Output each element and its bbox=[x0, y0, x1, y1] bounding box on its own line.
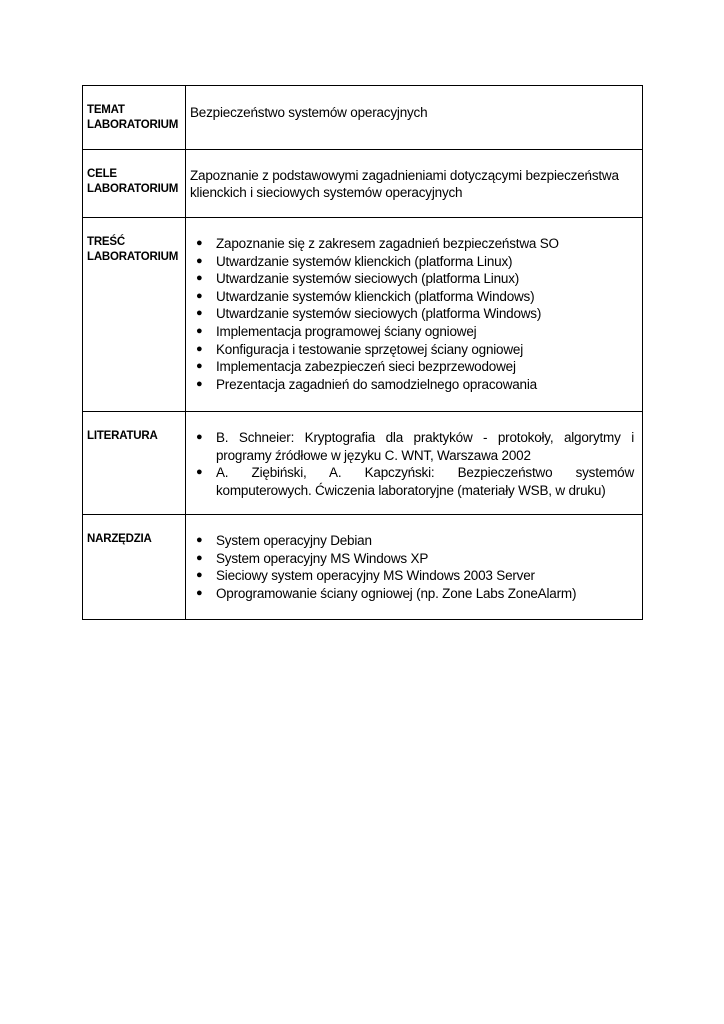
bullet-icon: ● bbox=[196, 289, 203, 302]
bullet-icon: ● bbox=[196, 254, 203, 267]
bullet-icon: ● bbox=[196, 377, 203, 390]
label-cele: CELE LABORATORIUM bbox=[87, 168, 179, 195]
list-item: ● Implementacja zabezpieczeń sieci bezprzewodowej bbox=[196, 359, 516, 375]
bullet-icon: ● bbox=[196, 342, 203, 355]
table-row-temat bbox=[83, 86, 643, 150]
list-item: ● B. Schneier: Kryptografia dla praktyków - protokoły, algorytmy i programy źródłowe w języku C. WNT, Warszawa 2002 bbox=[196, 430, 634, 463]
bullet-icon: ● bbox=[196, 534, 203, 546]
list-item: ● Oprogramowanie ściany ogniowej (np. Zone Labs ZoneAlarm) bbox=[196, 585, 577, 601]
list-item: ● Sieciowy system operacyjny MS Windows 2003 Server bbox=[196, 568, 535, 584]
content-cell-literatura bbox=[186, 412, 643, 515]
bullet-icon: ● bbox=[196, 307, 203, 320]
narzedzia-list bbox=[190, 532, 638, 602]
content-cell-cele bbox=[186, 150, 643, 218]
list-item: ● A. Ziębiński, A. Kapczyński: Bezpieczeństwo systemów komputerowych. Ćwiczenia laboratoryjne (materiały WSB, w druku) bbox=[196, 465, 634, 498]
label-temat: TEMAT LABORATORIUM bbox=[87, 104, 179, 131]
table-row-tresc bbox=[83, 218, 643, 412]
bullet-icon: ● bbox=[196, 551, 203, 564]
bullet-icon: ● bbox=[196, 586, 203, 599]
label-cell-cele bbox=[83, 150, 186, 218]
list-item: ● Implementacja programowej ściany ogniowej bbox=[196, 323, 477, 339]
label-cell-narzedzia bbox=[83, 515, 186, 620]
content-cell-temat bbox=[186, 86, 643, 150]
list-item: ● System operacyjny MS Windows XP bbox=[196, 550, 429, 566]
bullet-icon: ● bbox=[196, 466, 203, 479]
content-cell-narzedzia bbox=[186, 515, 643, 620]
table-row-narzedzia bbox=[83, 515, 643, 620]
bullet-icon: ● bbox=[196, 569, 203, 582]
bullet-icon: ● bbox=[196, 324, 203, 337]
list-item: ● Konfiguracja i testowanie sprzętowej ściany ogniowej bbox=[196, 341, 524, 357]
label-cell-temat bbox=[83, 86, 186, 150]
bullet-icon: ● bbox=[196, 431, 203, 443]
list-item: ● Utwardzanie systemów sieciowych (platforma Windows) bbox=[196, 306, 542, 322]
list-item: ● Utwardzanie systemów klienckich (platforma Windows) bbox=[196, 288, 535, 304]
value-temat: Bezpieczeństwo systemów operacyjnych bbox=[190, 105, 428, 120]
literatura-list bbox=[190, 429, 634, 499]
label-cell-tresc bbox=[83, 218, 186, 412]
content-cell-tresc bbox=[186, 218, 643, 412]
label-narzedzia: NARZĘDZIA bbox=[87, 533, 152, 545]
lab-info-table bbox=[82, 85, 643, 620]
table-row-cele bbox=[83, 150, 643, 218]
list-item: ● Zapoznanie się z zakresem zagadnień bezpieczeństwa SO bbox=[196, 236, 559, 251]
label-literatura: LITERATURA bbox=[87, 430, 158, 442]
list-item: ● System operacyjny Debian bbox=[196, 533, 372, 548]
table-row-literatura bbox=[83, 412, 643, 515]
tresc-list bbox=[190, 235, 638, 393]
bullet-icon: ● bbox=[196, 237, 203, 249]
bullet-icon: ● bbox=[196, 272, 203, 285]
label-tresc: TREŚĆ LABORATORIUM bbox=[87, 236, 179, 263]
list-item: ● Utwardzanie systemów klienckich (platforma Linux) bbox=[196, 253, 513, 269]
list-item: ● Utwardzanie systemów sieciowych (platforma Linux) bbox=[196, 271, 520, 287]
bullet-icon: ● bbox=[196, 360, 203, 373]
value-cele: Zapoznanie z podstawowymi zagadnieniami dotyczącymi bezpieczeństwa klienckich i sieciowych systemów operacyjnych bbox=[190, 168, 619, 200]
label-cell-literatura bbox=[83, 412, 186, 515]
list-item: ● Prezentacja zagadnień do samodzielnego opracowania bbox=[196, 376, 537, 392]
